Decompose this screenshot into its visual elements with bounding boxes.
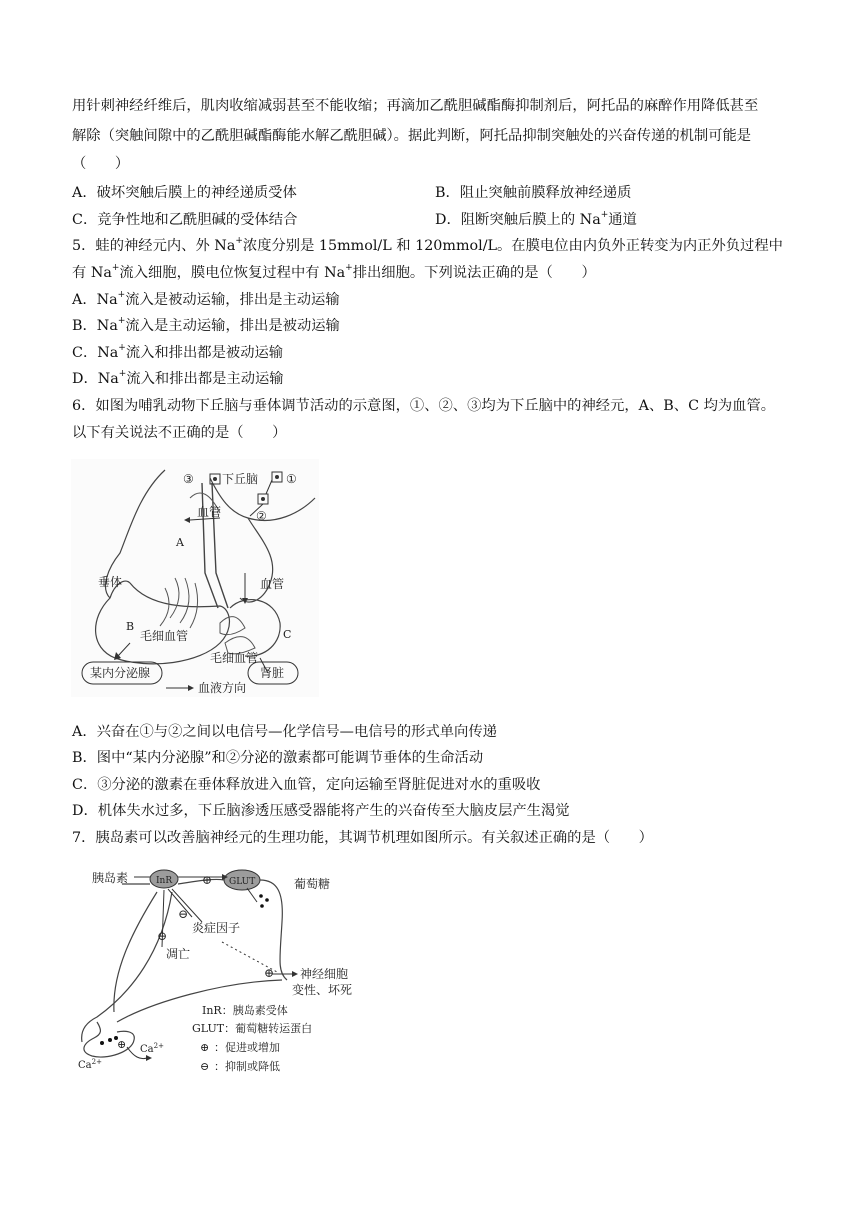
q6-option-d: D．机体失水过多，下丘脑渗透压感受器能将产生的兴奋传至大脑皮层产生渴觉 — [72, 803, 570, 819]
fig7-label-apoptosis: 凋亡 — [166, 947, 191, 961]
q5-option-c: C．Na+流入和排出都是被动运输 — [72, 343, 284, 361]
q6-option-a: A．兴奋在①与②之间以电信号—化学信号—电信号的形式单向传递 — [72, 724, 497, 740]
q4-answer-paren: （ ） — [72, 156, 130, 172]
q4-option-d: D．阻断突触后膜上的 Na+通道 — [435, 210, 637, 228]
fig7-sign-minus-2: ⊖ — [157, 929, 168, 943]
q6-stem-line2: 以下有关说法不正确的是（ ） — [72, 425, 287, 441]
fig6-label-kidney: 肾脏 — [260, 666, 285, 680]
fig7-label-neuron-2: 变性、坏死 — [292, 983, 353, 997]
fig6-label-n2: ② — [256, 509, 267, 523]
q4-option-c: C．竞争性地和乙酰胆碱的受体结合 — [72, 212, 298, 228]
fig6-label-pituitary: 垂体 — [98, 575, 123, 589]
q4-option-b: B．阻止突触前膜释放神经递质 — [435, 185, 632, 201]
q7-stem-line1: 7．胰岛素可以改善脑神经元的生理功能，其调节机理如图所示。有关叙述正确的是（ ） — [72, 830, 653, 846]
fig7-sign-plus-2: ⊕ — [264, 966, 275, 980]
fig7-legend-glut: GLUT：葡萄糖转运蛋白 — [192, 1022, 313, 1035]
fig7-label-glucose: 葡萄糖 — [294, 877, 331, 891]
fig7-legend-inr: InR：胰岛素受体 — [202, 1004, 288, 1017]
q6-stem-line1: 6．如图为哺乳动物下丘脑与垂体调节活动的示意图，①、②、③均为下丘脑中的神经元，A、B、C 均为血管。 — [72, 398, 776, 414]
q4-stem-line2: 解除（突触间隙中的乙酰胆碱酯酶能水解乙酰胆碱）。据此判断，阿托品抑制突触处的兴奋传递的机制可能是 — [72, 128, 752, 144]
fig7-sign-plus-3: ⊕ — [117, 1038, 127, 1051]
fig7-legend-minus-sign: ⊖ — [200, 1060, 210, 1073]
q5-option-d: D．Na+流入和排出都是主动运输 — [72, 369, 284, 387]
q6-option-c: C．③分泌的激素在垂体释放进入血管，定向运输至肾脏促进对水的重吸收 — [72, 777, 541, 793]
q7-insulin-mechanism-figure — [72, 862, 362, 1084]
fig7-label-neuron-1: 神经细胞 — [300, 967, 349, 981]
fig7-label-ca-left: $Ca^{2+}$ — [78, 1058, 102, 1071]
fig7-legend-plus-sign: ⊕ — [200, 1041, 210, 1054]
fig7-legend-minus: ：抑制或降低 — [214, 1060, 280, 1073]
fig6-label-n1: ① — [286, 472, 297, 486]
fig6-label-hypothalamus: 下丘脑 — [222, 472, 259, 486]
fig7-label-inr: InR — [156, 876, 173, 886]
fig6-label-capillary2: 毛细血管 — [210, 651, 259, 665]
fig7-legend-plus: ：促进或增加 — [214, 1041, 280, 1054]
q5-stem-line1: 5．蛙的神经元内、外 Na+浓度分别是 15mmol/L 和 120mmol/L。在膜电位由内负外正转变为内正外负过程中 — [72, 236, 783, 254]
q6-option-b: B．图中“某内分泌腺”和②分泌的激素都可能调节垂体的生命活动 — [72, 750, 484, 766]
fig7-label-glut: GLUT — [229, 877, 256, 887]
q4-stem-line1: 用针刺神经纤维后，肌肉收缩减弱甚至不能收缩；再滴加乙酰胆碱酯酶抑制剂后，阿托品的麻醉作用降低甚至 — [72, 98, 759, 114]
q5-option-b: B．Na+流入是主动运输，排出是被动运输 — [72, 316, 340, 334]
fig6-label-n3: ③ — [183, 472, 194, 486]
fig6-label-capillary1: 毛细血管 — [140, 629, 189, 643]
fig6-label-c: C — [283, 628, 292, 641]
fig7-label-insulin: 胰岛素 — [92, 871, 129, 885]
fig6-label-vessel: 血管 — [197, 505, 222, 519]
q4-option-a: A．破坏突触后膜上的神经递质受体 — [72, 185, 297, 201]
fig7-label-inflammation: 炎症因子 — [192, 921, 241, 935]
fig6-label-flow: 血液方向 — [198, 681, 247, 695]
fig7-sign-minus-1: ⊖ — [178, 907, 189, 921]
fig6-label-vessel2: 血管 — [260, 577, 285, 591]
q5-option-a: A．Na+流入是被动运输，排出是主动运输 — [72, 290, 340, 308]
q6-hypothalamus-pituitary-figure — [70, 458, 320, 698]
fig6-label-a: A — [176, 536, 184, 549]
fig6-label-b: B — [126, 620, 135, 633]
q5-stem-line2: 有 Na+流入细胞，膜电位恢复过程中有 Na+排出细胞。下列说法正确的是（ ） — [72, 263, 596, 281]
fig6-label-gland: 某内分泌腺 — [90, 666, 151, 680]
fig7-label-ca-right: $Ca^{2+}$ — [140, 1042, 164, 1055]
fig7-sign-plus-1: ⊕ — [202, 873, 213, 887]
